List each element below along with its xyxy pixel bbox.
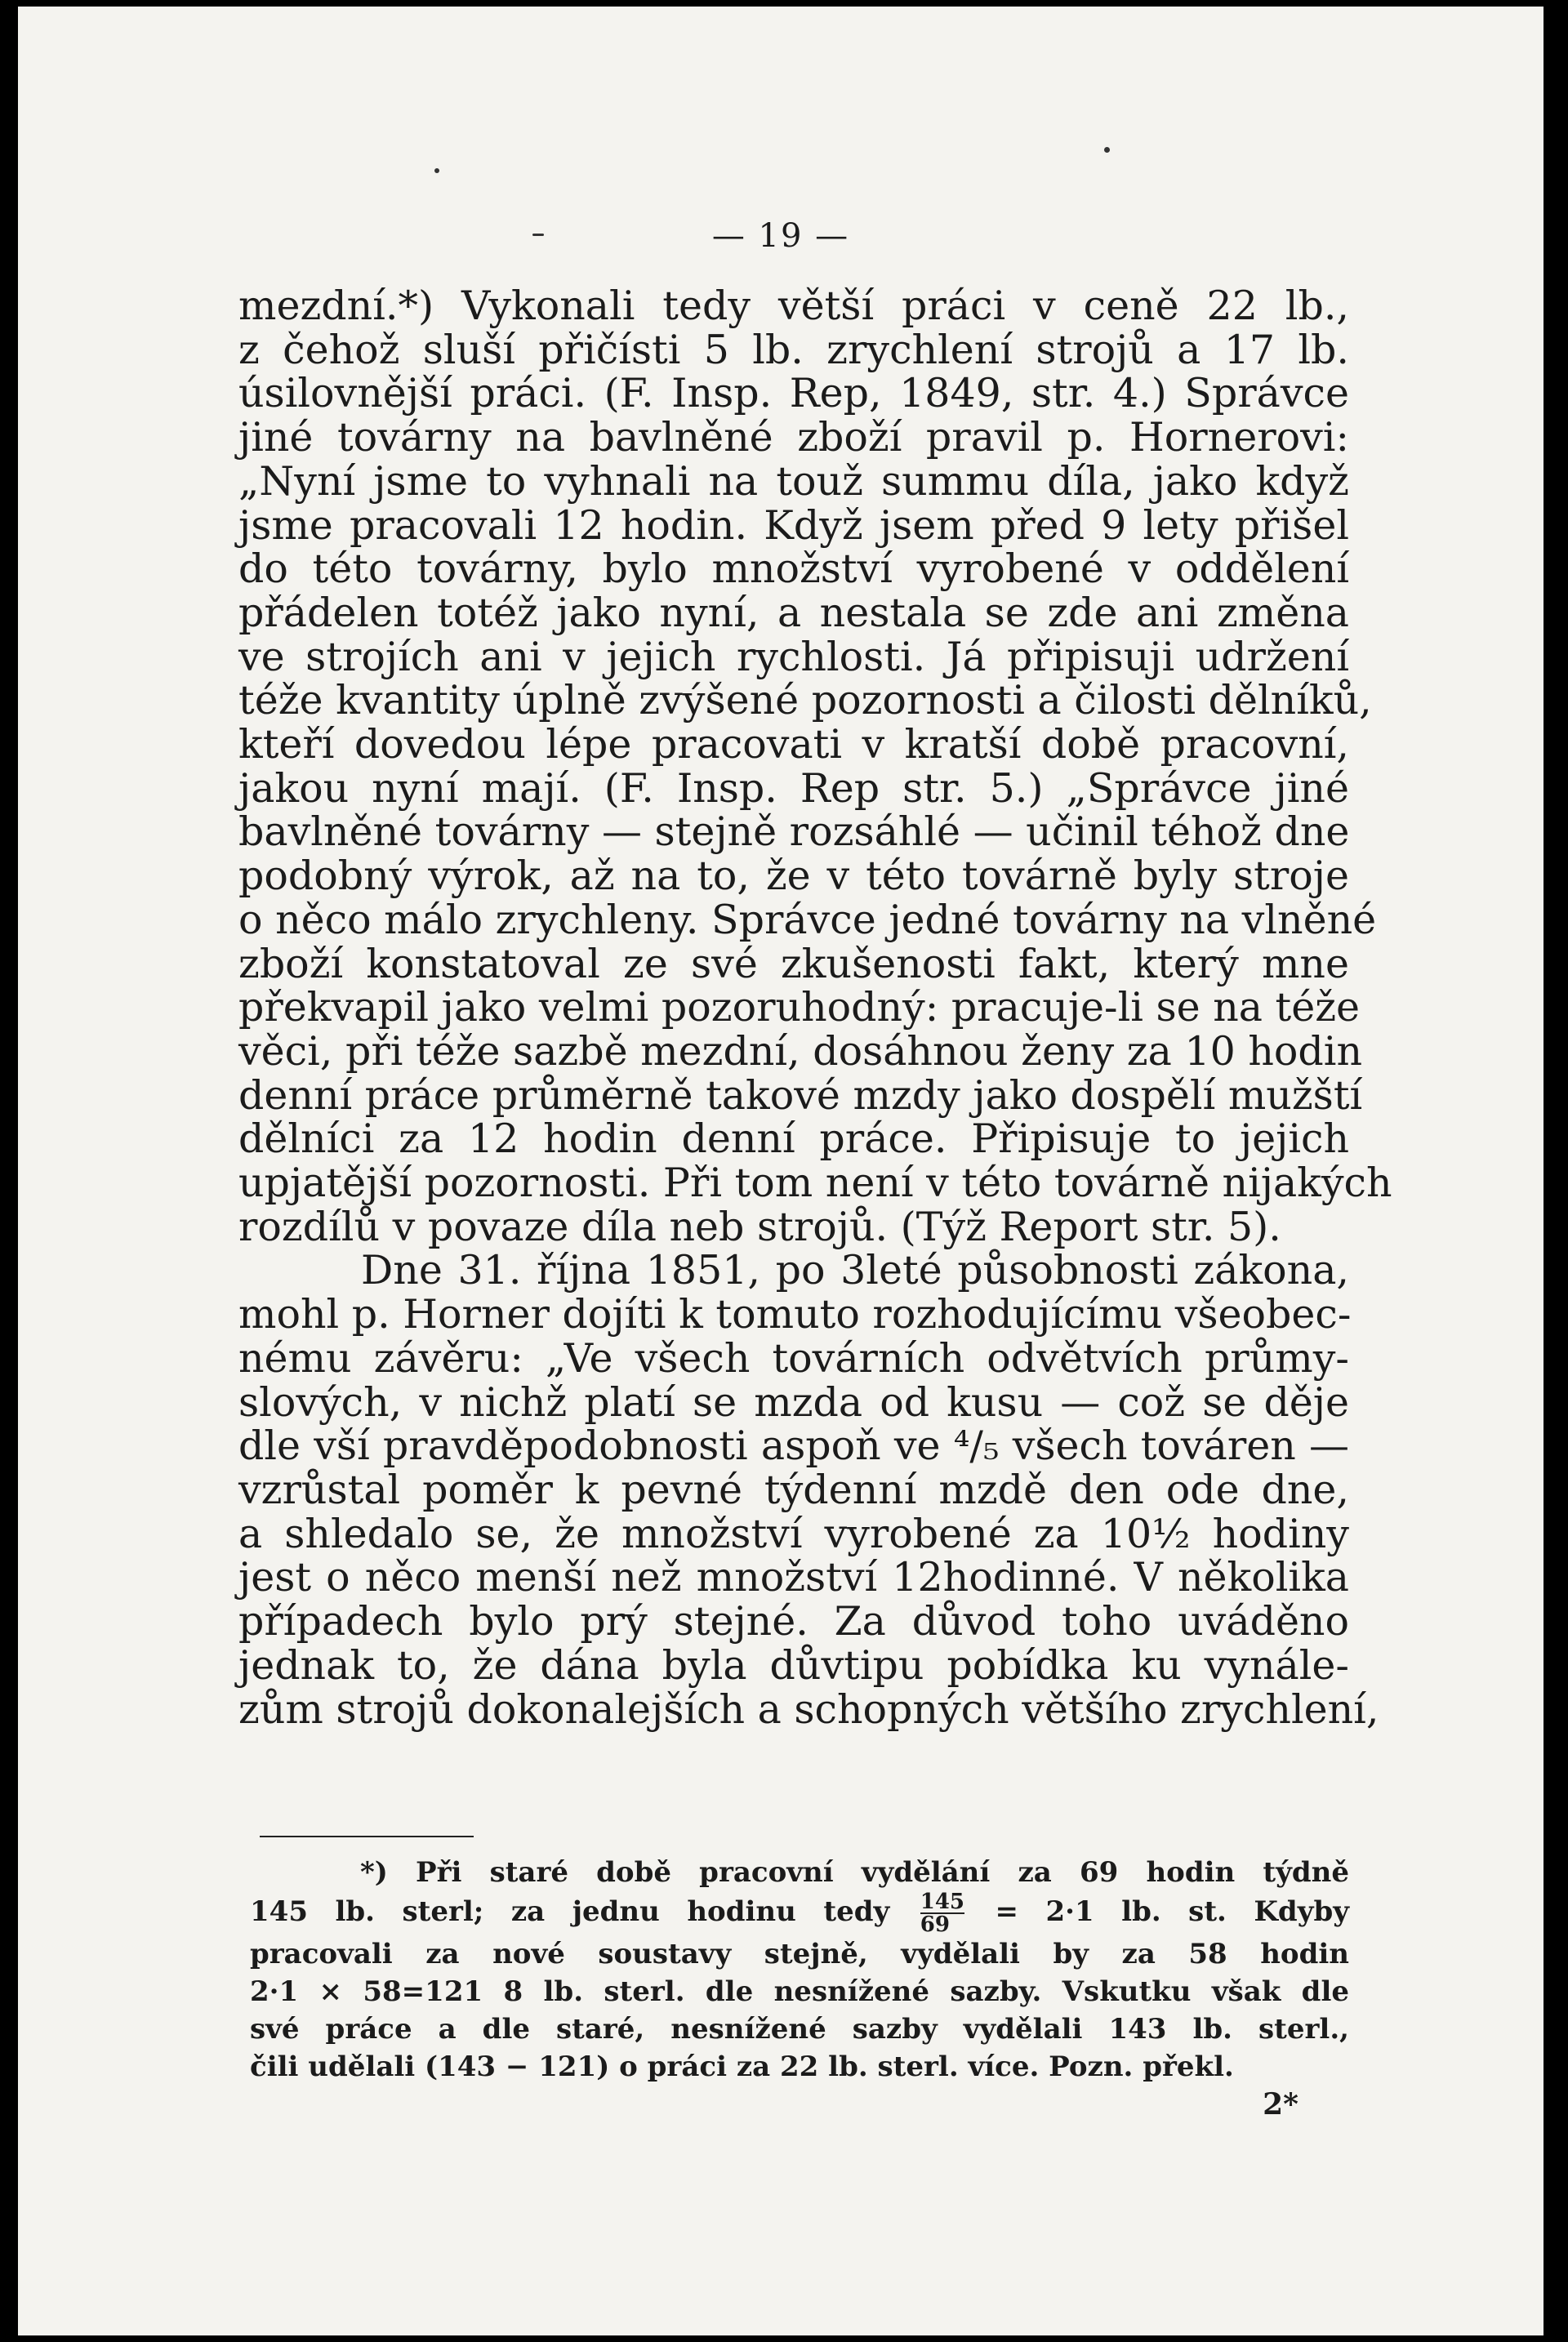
text-line: denní práce průměrně takové mzdy jako dospělí mužští [238,1071,1363,1119]
text-line: zboží konstatoval ze své zkušenosti fakt, který mne [238,940,1349,987]
ink-speck [1104,147,1110,153]
text-line: mohl p. Horner dojíti k tomuto rozhodujícímu všeobec- [238,1291,1352,1338]
text-line: Dne 31. října 1851, po 3leté působnosti zákona, [361,1247,1349,1294]
footnote-line: pracovali za nové soustavy stejně, vydělali by za 58 hodin [250,1938,1349,1970]
text-line: podobný výrok, až na to, že v této továrně byly stroje [238,853,1349,900]
fraction-numerator: 145 [920,1890,965,1914]
text-line: přádelen totéž jako nyní, a nestala se zde ani změna [238,589,1349,636]
footnote-line: své práce a dle staré, nesnížené sazby vydělali 143 lb. sterl., [250,2013,1349,2046]
text-line: mezdní.*) Vykonali tedy větší práci v ceně 22 lb., [238,283,1349,329]
text-line: zům strojů dokonalejších a schopných většího zrychlení, [238,1685,1379,1733]
text-line: a shledalo se, že množství vyrobené za 10½ hodiny [238,1510,1349,1557]
text-line: jednak to, že dána byla důvtipu pobídka ku vynále- [238,1641,1349,1689]
text-line: jest o něco menší než množství 12hodinné. V několika [238,1554,1349,1601]
text-line: případech bylo prý stejné. Za důvod toho uváděno [238,1598,1349,1645]
footnote-text: = 2·1 lb. st. Kdyby [995,1895,1349,1928]
text-line: téže kvantity úplně zvýšené pozornosti a čilosti dělníků, [238,677,1372,724]
text-line: ve strojích ani v jejich rychlosti. Já připisuji udržení [238,633,1349,680]
text-line: o něco málo zrychleny. Správce jedné továrny na vlněné [238,896,1377,943]
text-line: nému závěru: „Ve všech továrních odvětvích průmy- [238,1334,1349,1382]
text-line: upjatější pozornosti. Při tom není v této továrně nijakých [238,1160,1392,1207]
book-page [18,7,1544,2335]
text-line: „Nyní jsme to vyhnali na touž summu díla, jako když [238,457,1349,505]
ink-speck [434,168,439,173]
text-line: překvapil jako velmi pozoruhodný: pracuje-li se na téže [238,984,1361,1031]
footnote-text: 145 lb. sterl; za jednu hodinu tedy [250,1895,890,1928]
text-line: jiné továrny na bavlněné zboží pravil p. Hornerovi: [238,414,1349,461]
footnote-line [250,1891,1349,1935]
text-line: slových, v nichž platí se mzda od kusu — což se děje [238,1378,1349,1426]
footnote-line: 2·1 × 58=121 8 lb. sterl. dle nesnížené sazby. Vskutku však dle [250,1975,1349,2008]
text-line: bavlněné továrny — stejně rozsáhlé — učinil téhož dne [238,808,1350,856]
text-line: z čehož sluší přičísti 5 lb. zrychlení strojů a 17 lb. [238,326,1349,373]
page-number: — 19 — [711,217,850,255]
text-line: jsme pracovali 12 hodin. Když jsem před 9 lety přišel [238,501,1349,549]
fraction-denominator: 69 [920,1912,950,1937]
footnote-line: čili udělali (143 − 121) o práci za 22 lb. sterl. více. Pozn. překl. [250,2050,1234,2083]
text-line: kteří dovedou lépe pracovati v kratší době pracovní, [238,721,1349,768]
text-line: jakou nyní mají. (F. Insp. Rep str. 5.) „Správce jiné [238,764,1349,812]
text-line: rozdílů v povaze díla neb strojů. (Týž Report str. 5). [238,1203,1281,1250]
body-text [238,283,1392,1733]
fraction [920,1891,964,1935]
footnote-line: *) Při staré době pracovní vydělání za 69 hodin týdně [360,1856,1349,1889]
footnote-divider [260,1836,474,1837]
text-line: dle vší pravděpodobnosti aspoň ve ⁴/₅ všech továren — [238,1423,1349,1470]
text-line: úsilovnější práci. (F. Insp. Rep, 1849, str. 4.) Správce [238,370,1349,417]
text-line: do této továrny, bylo množství vyrobené v oddělení [238,545,1349,593]
text-line: věci, při téže sazbě mezdní, dosáhnou ženy za 10 hodin [238,1027,1362,1075]
signature-mark: 2* [1263,2087,1298,2122]
text-line: dělníci za 12 hodin denní práce. Připisuje to jejich [238,1115,1349,1163]
footnote [250,1854,1349,2086]
text-line: vzrůstal poměr k pevné týdenní mzdě den ode dne, [238,1466,1349,1513]
